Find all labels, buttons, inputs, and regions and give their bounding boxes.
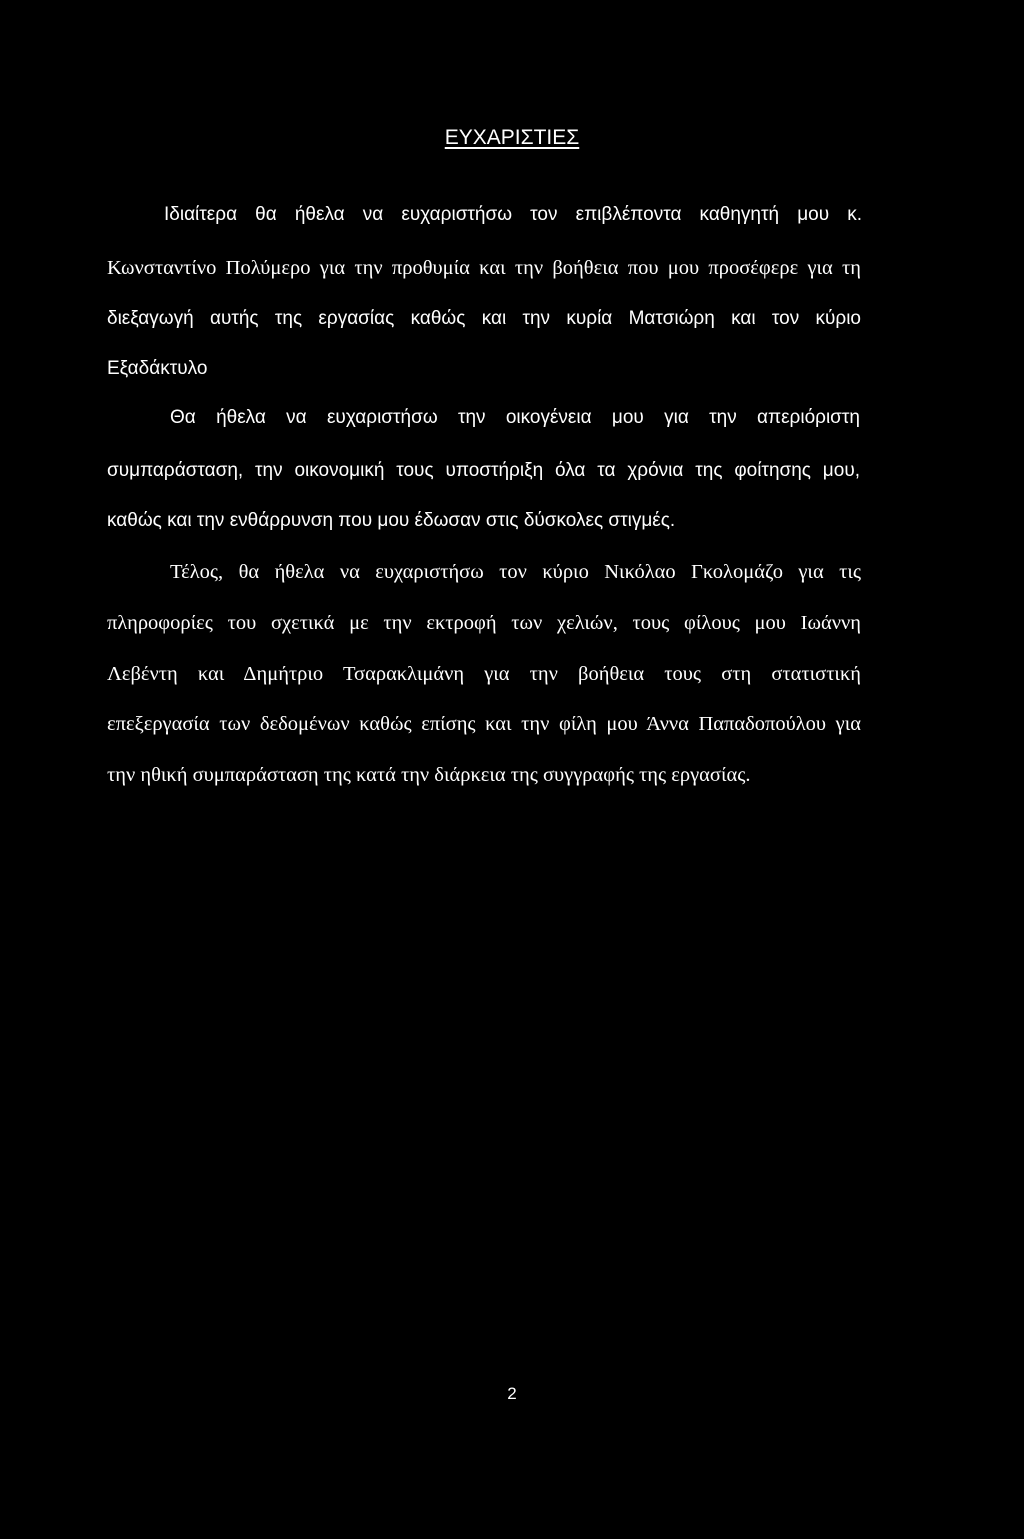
text-line: Λεβέντη και Δημήτριο Τσαρακλιμάνη για την βοήθεια τους στη στατιστική xyxy=(107,663,861,685)
text-line: Ιδιαίτερα θα ήθελα να ευχαριστήσω τον επιβλέποντα καθηγητή μου κ. xyxy=(164,204,862,225)
text-line: επεξεργασία των δεδομένων καθώς επίσης και την φίλη μου Άννα Παπαδοπούλου για xyxy=(107,713,861,735)
text-line: Θα ήθελα να ευχαριστήσω την οικογένεια μου για την απεριόριστη xyxy=(170,407,860,428)
text-line: καθώς και την ενθάρρυνση που μου έδωσαν στις δύσκολες στιγμές. xyxy=(107,510,676,531)
text-line: Εξαδάκτυλο xyxy=(107,358,208,379)
page-number: 2 xyxy=(507,1384,517,1403)
text-line: συμπαράσταση, την οικονομική τους υποστήριξη όλα τα χρόνια της φοίτησης μου, xyxy=(107,460,860,481)
text-line: πληροφορίες του σχετικά με την εκτροφή των χελιών, τους φίλους μου Ιωάννη xyxy=(107,612,861,634)
text-line: διεξαγωγή αυτής της εργασίας καθώς και την κυρία Ματσιώρη και τον κύριο xyxy=(107,308,861,329)
text-line: Κωνσταντίνο Πολύμερο για την προθυμία και την βοήθεια που μου προσέφερε για τη xyxy=(107,257,861,279)
page-title: ΕΥΧΑΡΙΣΤΙΕΣ xyxy=(444,126,580,149)
text-line: την ηθική συμπαράσταση της κατά την διάρκεια της συγγραφής της εργασίας. xyxy=(107,764,751,786)
text-line: Τέλος, θα ήθελα να ευχαριστήσω τον κύριο Νικόλαο Γκολομάζο για τις xyxy=(170,561,861,583)
